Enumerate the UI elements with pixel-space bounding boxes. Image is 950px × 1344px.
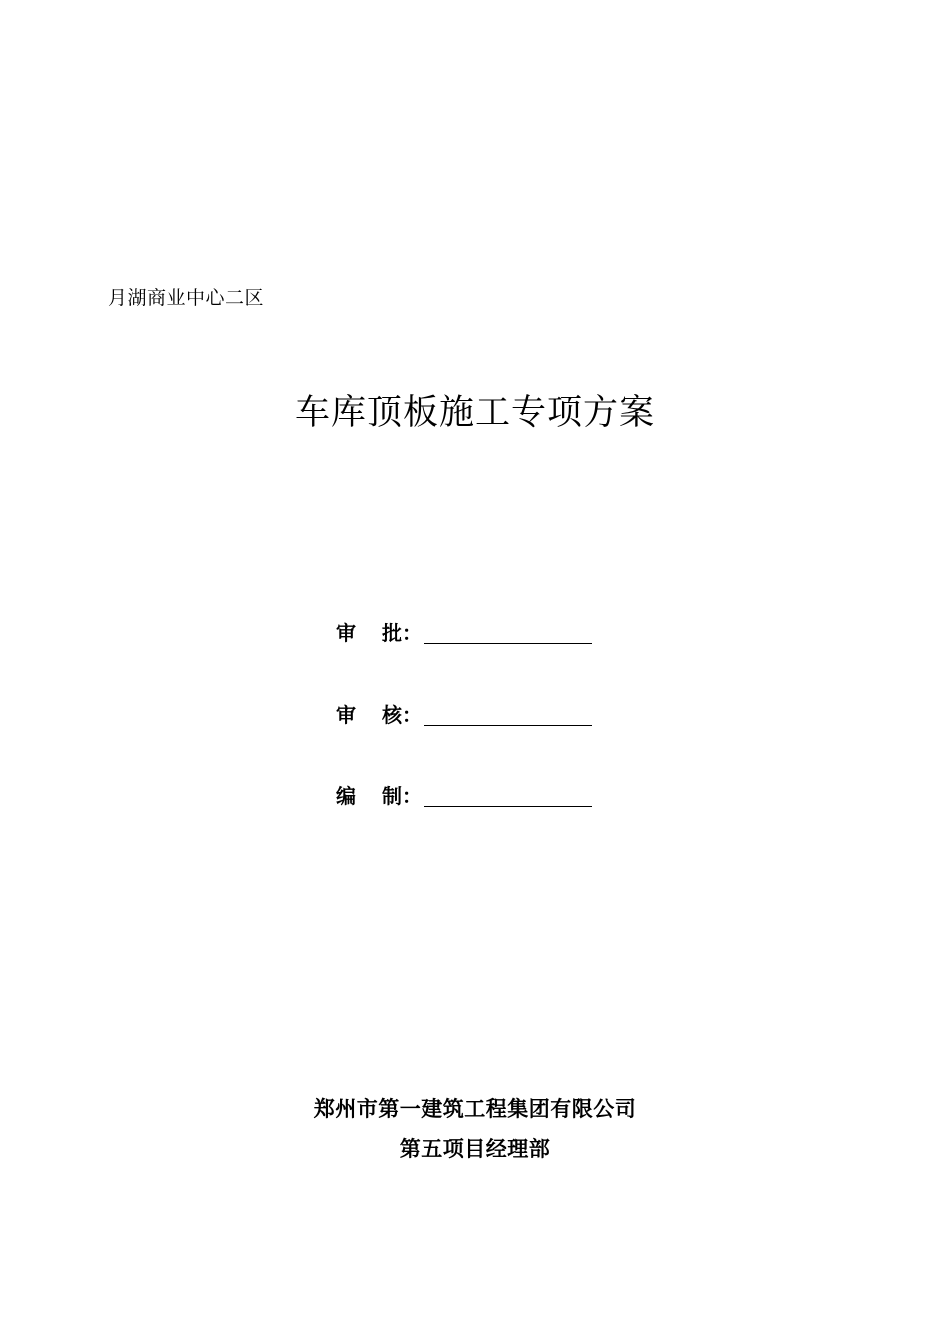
signoff-label-char-1: 审 (336, 621, 356, 645)
signoff-row-compile (336, 778, 592, 810)
signoff-label (336, 782, 402, 810)
signoff-label-char-2: 核 (382, 703, 402, 727)
signature-line[interactable] (424, 621, 592, 644)
signoff-label-char-2: 制 (382, 784, 402, 808)
signoff-colon: ： (402, 703, 422, 727)
signoff-label-char-1: 编 (336, 784, 356, 808)
signature-line[interactable] (424, 703, 592, 726)
company-name: 郑州市第一建筑工程集团有限公司 (313, 1097, 637, 1121)
document-title: 车库顶板施工专项方案 (294, 393, 655, 433)
signoff-label-char-1: 审 (336, 703, 356, 727)
signoff-label-char-2: 批 (382, 621, 402, 645)
project-name: 月湖商业中心二区 (108, 287, 265, 309)
signoff-colon: ： (402, 621, 422, 645)
signoff-row-approve (336, 615, 592, 647)
signature-line[interactable] (424, 784, 592, 807)
signoff-colon: ： (402, 784, 422, 808)
department-name: 第五项目经理部 (399, 1137, 551, 1161)
signoff-row-review (336, 697, 592, 729)
signoff-label (336, 701, 402, 729)
signoff-label (336, 619, 402, 647)
